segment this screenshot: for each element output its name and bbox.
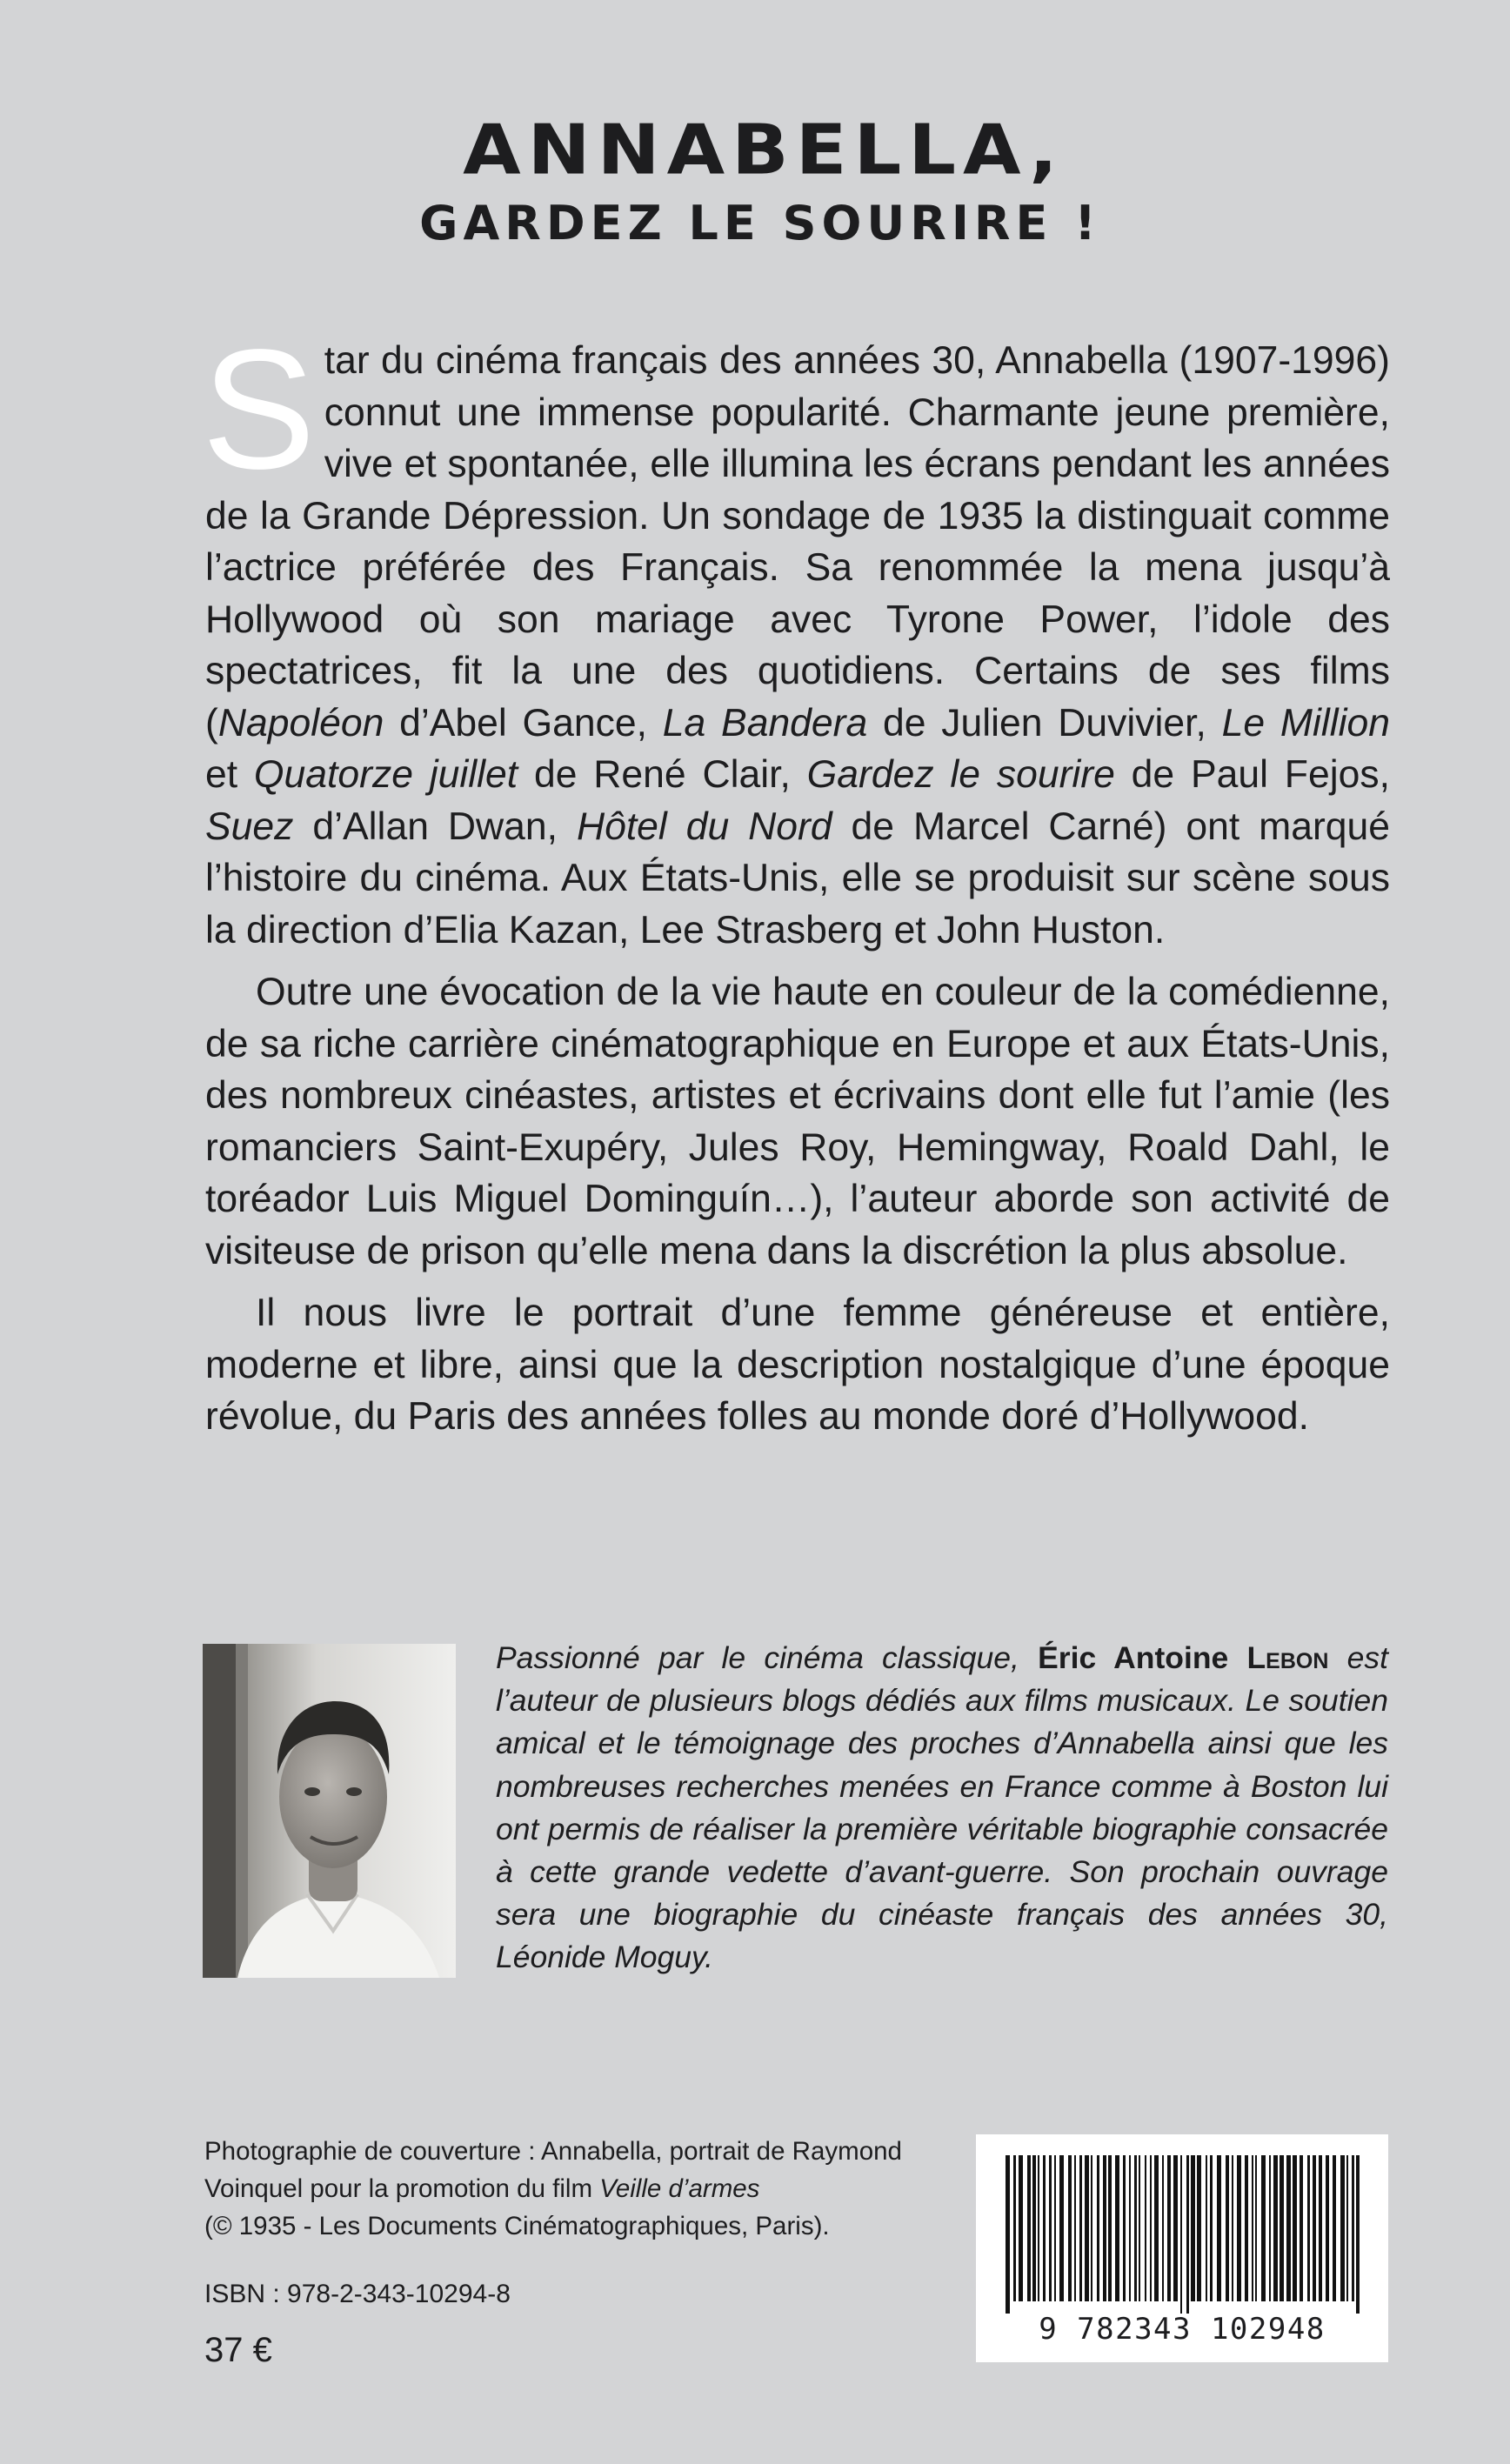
barcode-bar bbox=[1197, 2155, 1201, 2301]
barcode-bar bbox=[1129, 2155, 1131, 2301]
film-title: Napoléon bbox=[217, 701, 384, 745]
film-title: Suez bbox=[205, 805, 294, 848]
barcode-bar bbox=[1134, 2155, 1137, 2301]
barcode-bar bbox=[1091, 2155, 1092, 2301]
barcode-bar bbox=[1319, 2155, 1322, 2301]
barcode-bar bbox=[1226, 2155, 1229, 2301]
author-portrait-image bbox=[203, 1644, 456, 1978]
barcode-bar bbox=[1340, 2155, 1345, 2301]
barcode-bar bbox=[1307, 2155, 1310, 2301]
barcode-bar bbox=[1097, 2155, 1099, 2301]
barcode-bar bbox=[1038, 2155, 1039, 2301]
synopsis-text: de René Clair, bbox=[518, 753, 807, 796]
barcode-digits: 9 782343 102948 bbox=[1039, 2312, 1326, 2347]
author-last-name: Lebon bbox=[1246, 1640, 1329, 1675]
barcode-bar bbox=[1210, 2155, 1213, 2301]
film-title: Hôtel du Nord bbox=[576, 805, 832, 848]
film-title: La Bandera bbox=[662, 701, 868, 745]
synopsis-text: et bbox=[205, 753, 254, 796]
barcode-bar bbox=[1333, 2155, 1336, 2301]
isbn: ISBN : 978-2-343-10294-8 bbox=[204, 2280, 511, 2308]
barcode-bar bbox=[1079, 2155, 1082, 2301]
barcode-bar bbox=[1326, 2155, 1329, 2301]
synopsis-paragraph-1 bbox=[202, 314, 1391, 956]
barcode-bar bbox=[1356, 2155, 1360, 2314]
film-title: Quatorze juillet bbox=[253, 753, 518, 796]
barcode-bar bbox=[1232, 2155, 1233, 2301]
barcode-bar bbox=[1150, 2155, 1152, 2301]
barcode-bar bbox=[1180, 2155, 1182, 2314]
barcode-bar bbox=[1019, 2155, 1023, 2301]
barcode-bar bbox=[1074, 2155, 1076, 2301]
barcode-bar bbox=[1300, 2155, 1303, 2301]
synopsis-text: d’Allan Dwan, bbox=[293, 805, 577, 848]
barcode-bar bbox=[1145, 2155, 1146, 2301]
barcode-bar bbox=[1085, 2155, 1089, 2301]
barcode-bar bbox=[1167, 2155, 1171, 2301]
film-title: Le Million bbox=[1221, 701, 1391, 745]
title-line-1: ANNABELLA, bbox=[463, 110, 1065, 190]
credits-line-2 bbox=[204, 2170, 970, 2207]
barcode-bar bbox=[1261, 2155, 1266, 2301]
synopsis-text: tar du cinéma français des années 30, Annabella (1907-1996) connut une immense popularité. Charmante jeune première, vive et spontanée, elle illumina les écrans pendant les années de la Grande Dépression. Un sondage de 1935 la distinguait comme l’actrice préférée des Français. Sa renommée la mena jusqu’à Hollywood où son mariage avec Tyrone Power, l’idole des spectatrices, fit la une des quotidiens. Certains de ses films ( bbox=[205, 339, 1390, 745]
synopsis-text: d’Abel Gance, bbox=[384, 701, 663, 745]
barcode-bar bbox=[1043, 2155, 1046, 2301]
barcode-bar bbox=[1103, 2155, 1106, 2301]
barcode-bar bbox=[1049, 2155, 1052, 2301]
barcode-bar bbox=[1006, 2155, 1010, 2314]
author-name bbox=[1038, 1640, 1328, 1675]
synopsis-paragraph-3: Il nous livre le portrait d’une femme généreuse et entière, moderne et libre, ainsi que la description nostalgique d’une époque révolue, du Paris des années folles au monde doré d’Hollywood. bbox=[205, 1292, 1390, 1438]
film-title: Gardez le sourire bbox=[806, 753, 1115, 796]
credits-film-title: Veille d’armes bbox=[599, 2174, 760, 2203]
barcode-bar bbox=[1293, 2155, 1297, 2301]
barcode-bar bbox=[1115, 2155, 1119, 2301]
synopsis-text: de Julien Duvivier, bbox=[867, 701, 1222, 745]
barcode bbox=[976, 2134, 1388, 2362]
barcode-bar bbox=[1032, 2155, 1036, 2301]
barcode-bar bbox=[1054, 2155, 1056, 2301]
barcode-bar bbox=[1286, 2155, 1291, 2301]
barcode-bar bbox=[1346, 2155, 1348, 2301]
barcode-bar bbox=[1313, 2155, 1316, 2301]
barcode-bar bbox=[1139, 2155, 1140, 2301]
bio-text: Passionné par le cinéma classique, bbox=[496, 1640, 1039, 1675]
barcode-bar bbox=[1237, 2155, 1241, 2301]
barcode-bar bbox=[1252, 2155, 1253, 2301]
author-photo bbox=[203, 1644, 456, 1978]
barcode-bar bbox=[1173, 2155, 1178, 2301]
barcode-bar bbox=[1162, 2155, 1164, 2301]
synopsis-paragraph-2: Outre une évocation de la vie haute en couleur de la comédienne, de sa riche carrière cinématographique en Europe et aux États-Unis, des nombreux cinéastes, artistes et écrivains dont elle fut l’amie (les romanciers Saint-Exupéry, Jules Roy, Hemingway, Roald Dahl, le toréador Luis Miguel Dominguín…), l’auteur aborde son activité de visiteuse de prison qu’elle mena dans la discrétion la plus absolue. bbox=[205, 971, 1390, 1272]
synopsis-text: de Marcel Carné) ont marqué l’histoire du cinéma. Aux États-Unis, elle se produisit sur scène sous la direction d’Elia Kazan, Lee Strasberg et John Huston. bbox=[205, 805, 1391, 952]
barcode-bar bbox=[1154, 2155, 1159, 2301]
bio-text: est l’auteur de plusieurs blogs dédiés aux films musicaux. Le soutien amical et le témoignage des proches d’Annabella ainsi que les nombreuses recherches menées en France comme à Boston lui ont permis de réaliser la première véritable biographie consacrée à cette grande vedette d’avant-guerre. Son prochain ouvrage sera une biographie du cinéaste français des années 30, Léonide Moguy. bbox=[496, 1640, 1388, 1975]
barcode-bar bbox=[1279, 2155, 1284, 2301]
barcode-bar bbox=[1013, 2155, 1016, 2301]
book-title bbox=[0, 110, 1510, 250]
drop-cap: S bbox=[202, 314, 316, 504]
barcode-bar bbox=[1352, 2155, 1354, 2301]
price: 37 € bbox=[204, 2331, 272, 2369]
barcode-bar bbox=[1186, 2155, 1189, 2314]
credits-text: Voinquel pour la promotion du film bbox=[204, 2174, 600, 2203]
photo-credits bbox=[204, 2133, 970, 2245]
barcode-bar bbox=[1255, 2155, 1257, 2301]
barcode-bar bbox=[1027, 2155, 1031, 2301]
barcode-bar bbox=[1191, 2155, 1195, 2301]
barcode-bar bbox=[1217, 2155, 1221, 2301]
author-first-name: Éric Antoine bbox=[1038, 1640, 1247, 1675]
author-bio bbox=[496, 1637, 1388, 1980]
barcode-bar bbox=[1273, 2155, 1278, 2301]
barcode-bar bbox=[1068, 2155, 1072, 2301]
barcode-bar bbox=[1245, 2155, 1248, 2301]
barcode-bar bbox=[1206, 2155, 1207, 2301]
barcode-bar bbox=[1059, 2155, 1064, 2301]
credits-line-1: Photographie de couverture : Annabella, portrait de Raymond bbox=[204, 2137, 902, 2166]
author-bio-text bbox=[496, 1637, 1388, 1980]
synopsis-text: de Paul Fejos, bbox=[1114, 753, 1390, 796]
title-line-2: GARDEZ LE SOURIRE ! bbox=[419, 196, 1101, 250]
barcode-bar bbox=[1123, 2155, 1126, 2301]
barcode-bar bbox=[1269, 2155, 1271, 2301]
credits-line-3: (© 1935 - Les Documents Cinématographiques, Paris). bbox=[204, 2212, 830, 2240]
barcode-bar bbox=[1108, 2155, 1112, 2301]
synopsis bbox=[202, 314, 1391, 1443]
